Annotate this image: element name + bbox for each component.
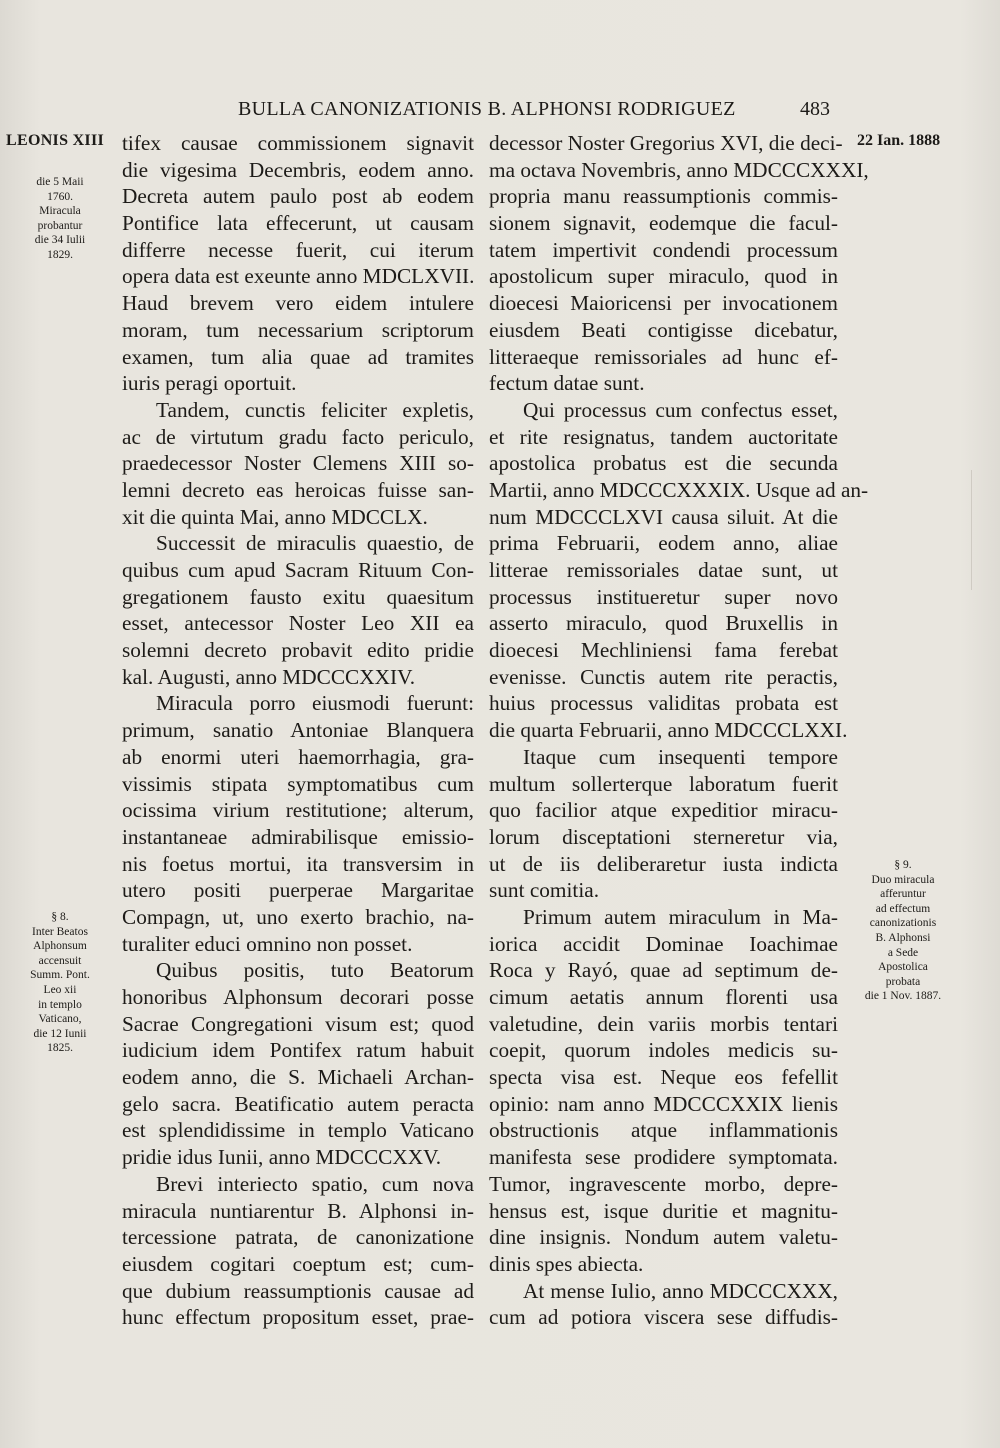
text-line: Roca y Rayó, quae ad septimum de-: [489, 958, 838, 983]
text-line: dioecesi Mechliniensi fama ferebat: [489, 638, 838, 663]
margin-note-line: § 8.: [51, 911, 69, 923]
margin-note-line: die 12 Iunii: [33, 1027, 87, 1040]
text-line: iorica accidit Dominae Ioachimae: [489, 931, 838, 956]
text-line: xit die quinta Mai, anno MDCCLX.: [122, 504, 428, 529]
text-line: obstructionis atque inflammationis: [489, 1118, 838, 1143]
text-line: prima Februarii, eodem anno, aliae: [489, 531, 838, 556]
text-line: cimum aetatis annum florenti usa: [489, 985, 838, 1009]
margin-note-line: Vaticano,: [38, 1013, 82, 1026]
text-line: valetudine, dein variis morbis tentari: [489, 1011, 838, 1036]
page-number: 483: [800, 98, 830, 120]
text-line: lemni decreto eas heroicas fuisse san-: [122, 477, 474, 502]
text-line: examen, tum alia quae ad tramites: [122, 344, 474, 369]
text-line: iudicium idem Pontifex ratum habuit: [122, 1038, 474, 1063]
text-line: Successit de miraculis quaestio, de: [156, 531, 474, 556]
text-line: turaliter educi omnino non posset.: [122, 931, 413, 956]
text-line: eodem anno, die S. Michaeli Archan-: [122, 1065, 474, 1090]
text-line: que dubium reassumptionis causae ad: [122, 1278, 474, 1303]
margin-note-line: ad effectum: [875, 902, 931, 915]
text-line: Decreta autem paulo post ab eodem: [122, 184, 474, 209]
text-line: hensus est, isque duritie et magnitu-: [489, 1198, 838, 1223]
text-line: huius processus validitas probata est: [489, 691, 838, 716]
text-line: asserto miraculo, quod Bruxellis in: [489, 611, 838, 636]
text-line: kal. Augusti, anno MDCCCXXIV.: [122, 664, 416, 689]
margin-note-left-2: [20, 910, 100, 1056]
text-line: est splendidissime in templo Vaticano: [122, 1118, 474, 1143]
text-line: utero positi puerperae Margaritae: [122, 878, 474, 903]
text-line: gelo sacra. Beatificatio autem peracta: [122, 1091, 474, 1116]
text-line: litteraeque remissoriales ad hunc ef-: [489, 344, 838, 369]
margin-date: 22 Ian. 1888: [857, 132, 941, 149]
text-line: dinis spes abiecta.: [489, 1251, 644, 1276]
text-line: eiusdem cogitari coeptum est; cum-: [122, 1251, 474, 1276]
text-line: apostolicum super miraculo, quod in: [489, 264, 838, 289]
text-line: die quarta Februarii, anno MDCCCLXXI.: [489, 718, 848, 743]
text-line: decessor Noster Gregorius XVI, die deci-: [489, 131, 843, 155]
margin-note-line: 1829.: [47, 248, 73, 261]
text-line: fectum datae sunt.: [489, 371, 645, 396]
text-line: honoribus Alphonsum decorari posse: [122, 985, 474, 1009]
text-line: At mense Iulio, anno MDCCCXXX,: [523, 1278, 838, 1303]
text-line: ma octava Novembris, anno MDCCCXXXI,: [489, 157, 869, 182]
margin-note-left-1: [20, 175, 100, 263]
text-line: Itaque cum insequenti tempore: [523, 744, 838, 769]
margin-note-line: 1760.: [47, 190, 73, 203]
text-line: opera data est exeunte anno MDCLXVII.: [122, 264, 475, 289]
margin-note-line: a Sede: [887, 946, 919, 959]
margin-note-line: 1825.: [47, 1042, 73, 1055]
margin-note-line: Duo miracula: [871, 873, 935, 886]
text-line: evenisse. Cunctis autem rite peractis,: [489, 664, 838, 689]
text-line: praedecessor Noster Clemens XIII so-: [122, 451, 474, 476]
text-line: ocissima virium restitutione; alterum,: [122, 798, 474, 823]
text-line: solemni decreto probavit edito pridie: [122, 638, 474, 663]
text-line: pridie idus Iunii, anno MDCCCXXV.: [122, 1145, 442, 1170]
margin-note-line: B. Alphonsi: [875, 931, 931, 944]
text-line: nis foetus mortui, ita transversim in: [122, 851, 474, 876]
text-line: hunc effectum propositum esset, prae-: [122, 1305, 474, 1330]
margin-note-line: probantur: [37, 219, 83, 232]
text-line: instantaneae admirabilisque emissio-: [122, 824, 474, 849]
text-line: eiusdem Beati contigisse dicebatur,: [489, 317, 838, 342]
margin-note-line: die 5 Maii: [36, 176, 84, 188]
margin-running-pope: LEONIS XIII: [6, 132, 105, 149]
margin-note-line: Inter Beatos: [32, 925, 88, 938]
text-line: Pontifice lata effecerunt, ut causam: [122, 211, 474, 236]
running-header: [0, 98, 1000, 128]
margin-note-line: in templo: [38, 998, 82, 1011]
text-line: dioecesi Maioricensi per invocationem: [489, 291, 838, 316]
text-line: Miracula porro eiusmodi fuerunt:: [156, 691, 474, 716]
text-line: Primum autem miraculum in Ma-: [523, 904, 838, 929]
text-line: moram, tum necessarium scriptorum: [122, 317, 474, 342]
margin-note-right: [848, 858, 958, 1004]
text-line: cum ad potiora viscera sese diffudis-: [489, 1305, 838, 1330]
text-line: ut de iis deliberaretur iusta indicta: [489, 851, 838, 876]
text-line: Sacrae Congregationi visum est; quod: [122, 1011, 474, 1036]
text-line: Quibus positis, tuto Beatorum: [156, 958, 474, 983]
margin-note-line: Alphonsum: [33, 940, 87, 953]
text-line: Qui processus cum confectus esset,: [523, 397, 838, 422]
text-line: multum sollerterque laboratum fuerit: [489, 771, 838, 796]
text-line: manifesta sese prodidere symptomata.: [489, 1145, 838, 1170]
text-line: ac de virtutum gradu facto periculo,: [122, 424, 474, 449]
text-line: propria manu reassumptionis commis-: [489, 184, 838, 209]
margin-note-line: Apostolica: [878, 961, 928, 974]
text-line: Haud brevem vero eidem intulere: [122, 291, 474, 316]
text-line: tercessione patrata, de canonizatione: [122, 1225, 474, 1250]
text-line: coepit, quorum indoles medicis su-: [489, 1038, 838, 1063]
margin-note-line: die 34 Iulii: [34, 234, 86, 247]
margin-note-line: § 9.: [894, 859, 912, 871]
text-line: die vigesima Decembris, eodem anno.: [122, 157, 474, 182]
text-line: gregationem fausto exitu quaesitum: [122, 584, 474, 609]
text-line: apostolica probatus est die secunda: [489, 451, 838, 476]
text-line: Martii, anno MDCCCXXXIX. Usque ad an-: [489, 477, 869, 502]
margin-note-line: canonizationis: [869, 917, 937, 930]
text-line: vissimis stipata symptomatibus cum: [122, 771, 474, 796]
text-line: Brevi interiecto spatio, cum nova: [156, 1171, 474, 1196]
text-line: lorum disceptationi sterneretur via,: [489, 824, 838, 849]
text-line: differre necesse fuerit, cui iterum: [122, 237, 474, 262]
scan-artifact-line: [971, 470, 972, 590]
text-line: tatem impertivit condendi processum: [489, 237, 838, 262]
text-line: quo facilior atque expeditior miracu-: [489, 798, 838, 823]
text-column-left: [122, 130, 474, 1331]
text-line: ab enormi uteri haemorrhagia, gra-: [122, 744, 474, 769]
text-line: sionem signavit, eodemque die facul-: [489, 211, 838, 236]
text-line: quibus cum apud Sacram Rituum Con-: [122, 558, 474, 582]
text-line: primum, sanatio Antoniae Blanquera: [122, 718, 474, 743]
margin-note-line: afferuntur: [880, 888, 926, 901]
text-line: Tumor, ingravescente morbo, depre-: [489, 1171, 838, 1196]
margin-note-line: probata: [885, 975, 921, 988]
text-line: Tandem, cunctis feliciter expletis,: [156, 397, 474, 422]
margin-note-line: Summ. Pont.: [30, 969, 90, 982]
text-line: esset, antecessor Noster Leo XII ea: [122, 611, 474, 636]
margin-note-line: die 1 Nov. 1887.: [864, 990, 942, 1003]
text-line: processus institueretur super novo: [489, 584, 838, 609]
text-line: dine insignis. Nondum autem valetu-: [489, 1225, 838, 1250]
text-line: et rite resignatus, tandem auctoritate: [489, 424, 838, 449]
text-line: opinio: nam anno MDCCCXXIX lienis: [489, 1091, 838, 1116]
text-line: sunt comitia.: [489, 878, 600, 903]
text-line: specta visa est. Neque eos fefellit: [489, 1065, 838, 1090]
text-line: tifex causae commissionem signavit: [122, 131, 474, 155]
text-line: iuris peragi oportuit.: [122, 371, 297, 396]
text-line: num MDCCCLXVI causa siluit. At die: [489, 504, 838, 529]
text-column-right: [489, 130, 869, 1331]
text-line: miracula nuntiarentur B. Alphonsi in-: [122, 1198, 474, 1223]
text-line: litterae remissoriales datae sunt, ut: [489, 558, 838, 582]
text-line: Compagn, ut, uno exerto brachio, na-: [122, 904, 474, 929]
margin-note-line: Miracula: [39, 205, 81, 218]
margin-note-line: accensuit: [38, 954, 82, 967]
header-title: BULLA CANONIZATIONIS B. ALPHONSI RODRIGUEZ: [238, 98, 736, 120]
margin-note-line: Leo xii: [43, 983, 77, 996]
